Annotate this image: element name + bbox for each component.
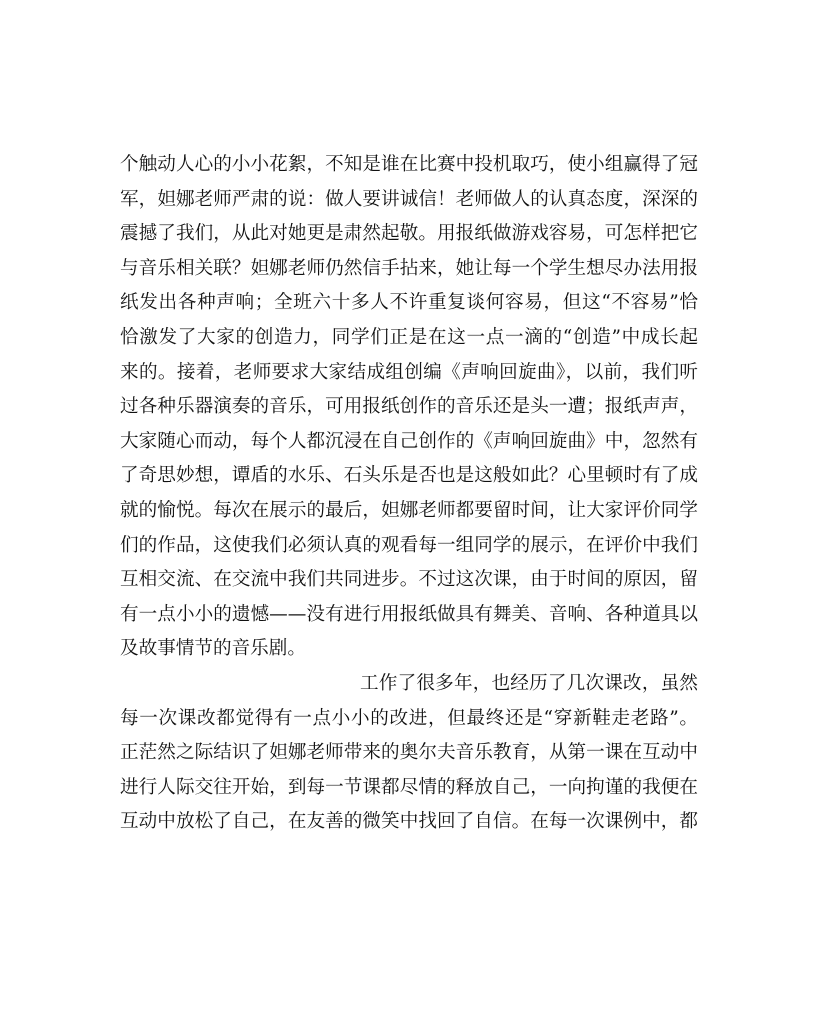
- text-line: 与音乐相关联？妲娜老师仍然信手拈来，她让每一个学生想尽办法用报: [120, 257, 698, 279]
- text-line: 每一次课改都觉得有一点小小的改进，但最终还是“穿新鞋走老路”。: [120, 707, 698, 729]
- text-line: 来的。接着，老师要求大家结成组创编《声响回旋曲》，以前，我们听: [120, 361, 698, 383]
- paragraph-end-line: 及故事情节的音乐剧。: [120, 638, 306, 660]
- text-line: 正茫然之际结识了妲娜老师带来的奥尔夫音乐教育，从第一课在互动中: [120, 742, 698, 764]
- text-line: 互相交流、在交流中我们共同进步。不过这次课，由于时间的原因，留: [120, 569, 698, 591]
- text-line: 大家随心而动，每个人都沉浸在自己创作的《声响回旋曲》中，忽然有: [120, 430, 698, 452]
- text-line: 们的作品，这使我们必须认真的观看每一组同学的展示，在评价中我们: [120, 534, 698, 556]
- text-line: 互动中放松了自己，在友善的微笑中找回了自信。在每一次课例中，都: [120, 811, 698, 833]
- text-line: 恰激发了大家的创造力，同学们正是在这一点一滴的“创造”中成长起: [120, 326, 698, 348]
- text-line: 过各种乐器演奏的音乐，可用报纸创作的音乐还是头一遭；报纸声声，: [120, 396, 698, 418]
- text-line: 就的愉悦。每次在展示的最后，妲娜老师都要留时间，让大家评价同学: [120, 499, 698, 521]
- text-line: 有一点小小的遗憾——没有进行用报纸做具有舞美、音响、各种道具以: [120, 603, 698, 625]
- body-text: [120, 148, 698, 840]
- text-line: 了奇思妙想，谭盾的水乐、石头乐是否也是这般如此？心里顿时有了成: [120, 465, 698, 487]
- text-line: 个触动人心的小小花絮，不知是谁在比赛中投机取巧，使小组赢得了冠: [120, 154, 698, 175]
- text-line: 进行人际交往开始，到每一节课都尽情的释放自己，一向拘谨的我便在: [120, 776, 698, 798]
- text-line: 震撼了我们，从此对她更是肃然起敬。用报纸做游戏容易，可怎样把它: [120, 223, 698, 245]
- text-line: 纸发出各种声响；全班六十多人不许重复谈何容易，但这“不容易”恰: [120, 292, 698, 314]
- text-line: 军，妲娜老师严肃的说：做人要讲诚信！老师做人的认真态度，深深的: [120, 188, 698, 210]
- paragraph-start-line: 工作了很多年，也经历了几次课改，虽然: [360, 672, 698, 694]
